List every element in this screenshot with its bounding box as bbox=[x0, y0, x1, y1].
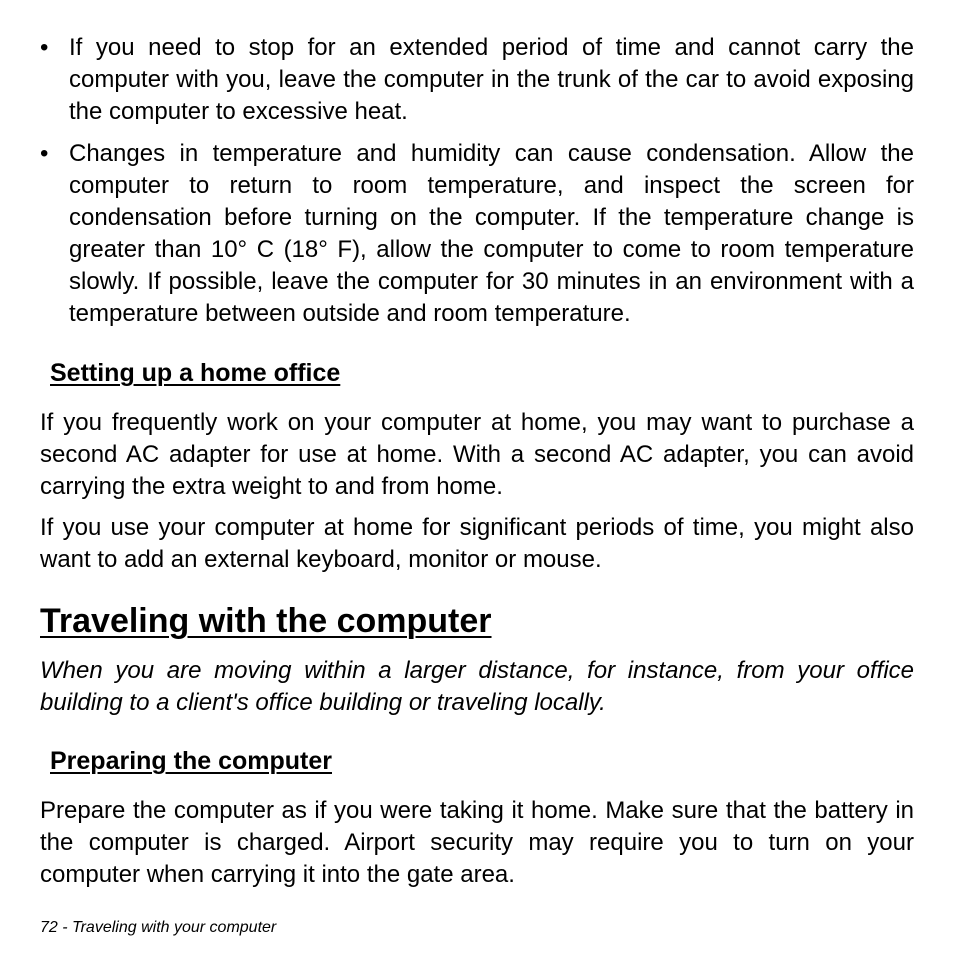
bullet-marker: • bbox=[40, 140, 49, 167]
home-office-paragraph-2: If you use your computer at home for significant periods of time, you might also want to add an external keyboard, monitor or mouse. bbox=[40, 514, 914, 573]
bullet-item-heat bbox=[40, 32, 914, 128]
bullet-list bbox=[40, 32, 914, 340]
traveling-heading: Traveling with the computer bbox=[40, 602, 492, 640]
home-office-heading: Setting up a home office bbox=[50, 359, 341, 387]
preparing-heading: Preparing the computer bbox=[50, 747, 332, 775]
bullet-text: Changes in temperature and humidity can cause condensation. Allow the computer to return to room temperature, and inspect the screen for condensation before turning on the computer. If the temperature change is greater than 10° C (18° F), allow the computer to come to room temperature slowly. If possible, leave the computer for 30 minutes in an environment with a temperature between outside and room temperature. bbox=[69, 140, 914, 327]
traveling-intro: When you are moving within a larger distance, for instance, from your office building to a client's office building or traveling locally. bbox=[40, 657, 914, 716]
home-office-paragraph-1: If you frequently work on your computer at home, you may want to purchase a second AC adapter for use at home. With a second AC adapter, you can avoid carrying the extra weight to and from home. bbox=[40, 409, 914, 500]
preparing-paragraph: Prepare the computer as if you were taking it home. Make sure that the battery in the computer is charged. Airport security may require you to turn on your computer when carrying it into the gate area. bbox=[40, 797, 914, 888]
bullet-item-condensation bbox=[40, 138, 914, 330]
bullet-text: If you need to stop for an extended period of time and cannot carry the computer with you, leave the computer in the trunk of the car to avoid exposing the computer to excessive heat. bbox=[69, 34, 914, 125]
page-footer: 72 - Traveling with your computer bbox=[40, 919, 277, 936]
bullet-marker: • bbox=[40, 34, 49, 61]
